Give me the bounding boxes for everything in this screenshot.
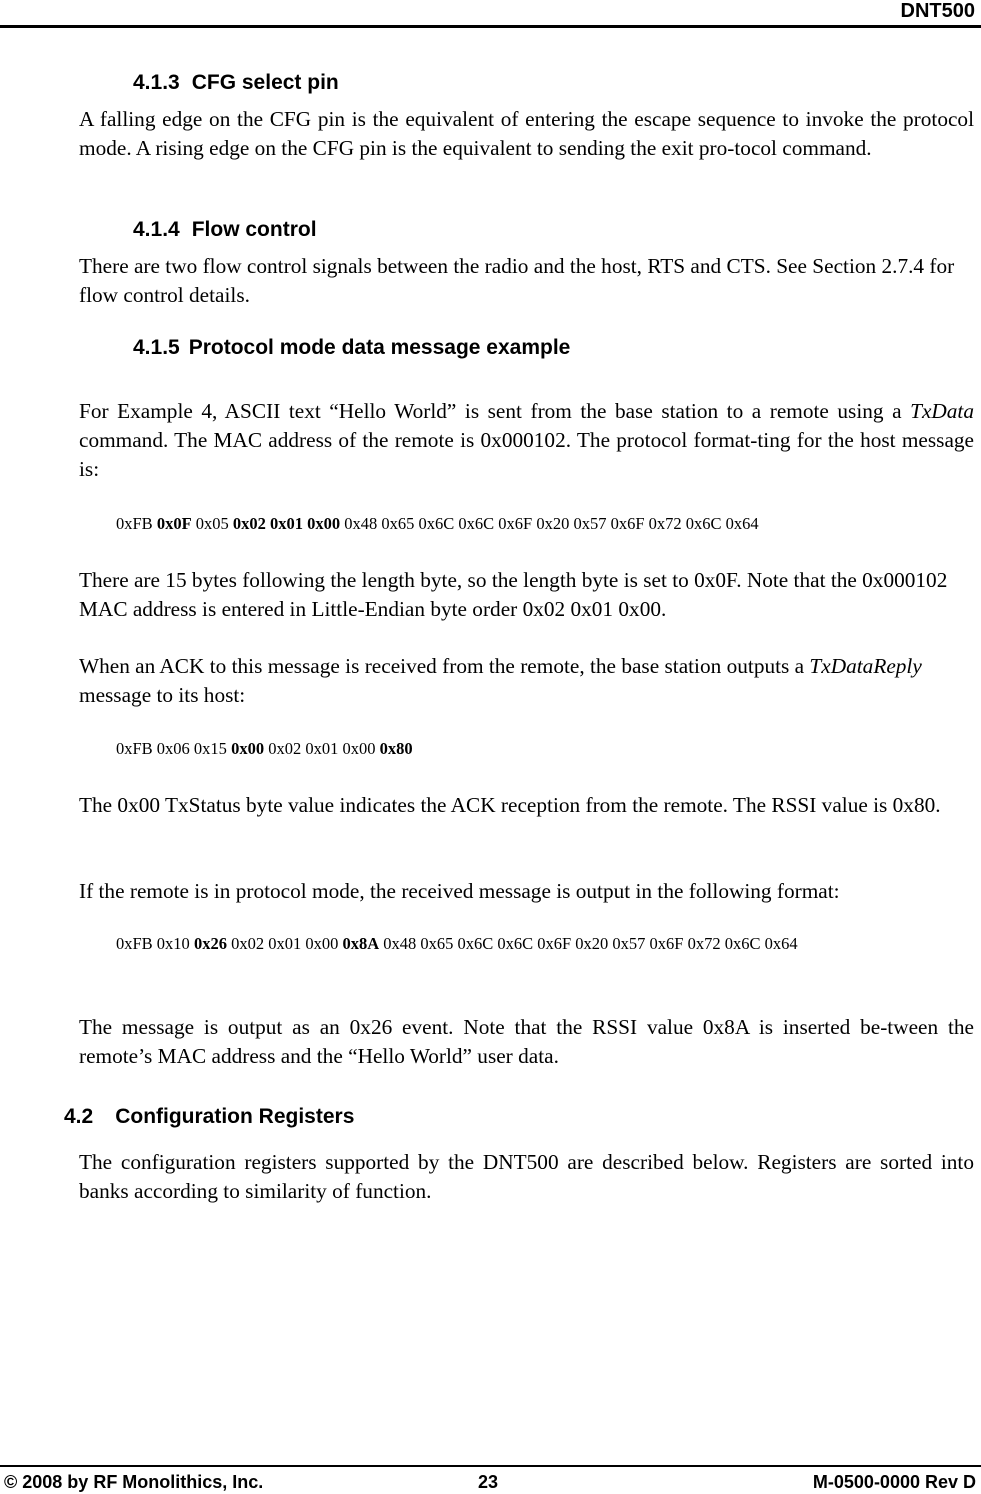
section-heading-4-1-3 xyxy=(133,71,339,95)
rx-message-bytes xyxy=(116,933,936,954)
section-heading-4-1-5 xyxy=(133,336,570,360)
remote-protocol-paragraph: If the remote is in protocol mode, the received message is output in the following format: xyxy=(79,879,840,903)
length-byte-paragraph: There are 15 bytes following the length byte, so the length byte is set to 0x0F. Note that the 0x000102 MAC address is entered in Little-Endian byte order 0x02 0x01 0x00. xyxy=(79,568,948,621)
code-run: 0x05 xyxy=(191,514,233,533)
page-number: 23 xyxy=(478,1472,499,1492)
event-byte: 0x26 xyxy=(193,934,227,953)
section-title: CFG select pin xyxy=(191,71,339,94)
rssi-byte: 0x8A xyxy=(342,934,380,953)
section-title: Configuration Registers xyxy=(115,1105,355,1128)
text-run: message to its host: xyxy=(79,683,246,707)
length-byte: 0x0F xyxy=(156,514,192,533)
code-run: 0xFB 0x06 0x15 xyxy=(116,739,232,758)
rssi-byte: 0x80 xyxy=(379,739,413,758)
document-number: M-0500-0000 Rev D xyxy=(812,1472,976,1492)
tx-message-bytes xyxy=(116,513,936,534)
config-registers-paragraph: The configuration registers supported by the DNT500 are described below. Registers are sorted into banks according to similarity of function. xyxy=(79,1150,974,1203)
document-title: DNT500 xyxy=(900,0,975,22)
code-run: 0x48 0x65 0x6C 0x6C 0x6F 0x20 0x57 0x6F 0x72 0x6C 0x64 xyxy=(340,514,759,533)
cfg-select-paragraph: A falling edge on the CFG pin is the equivalent of entering the escape sequence to invoke the protocol mode. A rising edge on the CFG pin is the equivalent to sending the exit pro-tocol command. xyxy=(79,107,974,160)
code-run: 0x48 0x65 0x6C 0x6C 0x6F 0x20 0x57 0x6F 0x72 0x6C 0x64 xyxy=(379,934,798,953)
mac-address-bytes: 0x02 0x01 0x00 xyxy=(232,514,341,533)
event-paragraph: The message is output as an 0x26 event. Note that the RSSI value 0x8A is inserted be-tween the remote’s MAC address and the “Hello World” user data. xyxy=(79,1015,974,1068)
footer-rule xyxy=(0,1465,981,1467)
txstatus-byte: 0x00 xyxy=(231,739,265,758)
section-number: 4.1.3 xyxy=(133,71,180,94)
example-intro-paragraph xyxy=(79,397,974,484)
section-title: Flow control xyxy=(191,218,317,241)
footer-copyright: © 2008 by RF Monolithics, Inc. xyxy=(4,1472,264,1492)
code-run: 0x02 0x01 0x00 xyxy=(226,934,343,953)
text-run: When an ACK to this message is received from the remote, the base station outputs a xyxy=(79,654,810,678)
code-run: 0xFB 0x10 xyxy=(116,934,194,953)
section-heading-4-1-4 xyxy=(133,218,317,242)
txstatus-paragraph: The 0x00 TxStatus byte value indicates the ACK reception from the remote. The RSSI value is 0x80. xyxy=(79,793,941,817)
section-title: Protocol mode data message example xyxy=(188,336,571,359)
section-number: 4.2 xyxy=(64,1105,94,1128)
code-run: 0xFB xyxy=(116,514,157,533)
txdata-command: TxData xyxy=(910,399,974,423)
section-heading-4-2 xyxy=(64,1105,354,1129)
txdatareply-command: TxDataReply xyxy=(809,654,922,678)
text-run: command. The MAC address of the remote is 0x000102. The protocol format-ting for the host message is: xyxy=(79,428,974,481)
text-run: For Example 4, ASCII text “Hello World” is sent from the base station to a remote using a xyxy=(79,399,911,423)
ack-paragraph xyxy=(79,652,974,710)
section-number: 4.1.5 xyxy=(133,336,180,359)
header-rule xyxy=(0,25,981,28)
section-number: 4.1.4 xyxy=(133,218,180,241)
code-run: 0x02 0x01 0x00 xyxy=(264,739,380,758)
flow-control-paragraph: There are two flow control signals between the radio and the host, RTS and CTS. See Section 2.7.4 for flow control details. xyxy=(79,254,955,307)
reply-message-bytes xyxy=(116,738,936,759)
